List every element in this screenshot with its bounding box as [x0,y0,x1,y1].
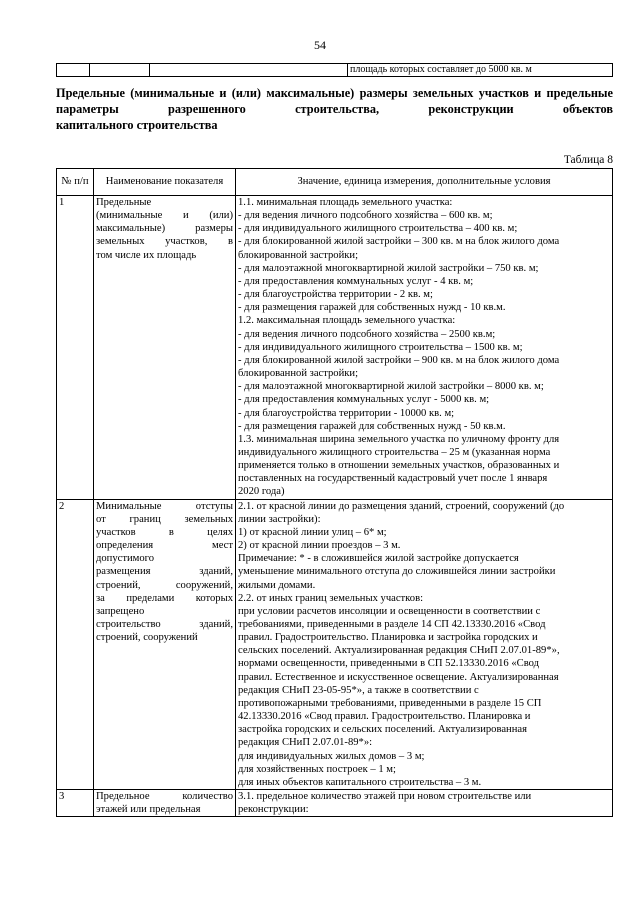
indicator-value-line: индивидуального жилищного строительства – 25 м (указанная норма [238,446,551,458]
header-value: Значение, единица измерения, дополнительные условия [236,169,613,196]
indicator-value-line: - для благоустройства территории - 2 кв. м; [238,289,433,301]
indicator-value-line: для индивидуальных жилых домов – 3 м; [238,750,425,762]
table-cell: площадь которых составляет до 5000 кв. м [348,64,613,77]
indicator-value-line: - для предоставления коммунальных услуг - 4 кв. м; [238,275,474,287]
indicator-value-line: - для ведения личного подсобного хозяйства – 600 кв. м; [238,210,493,222]
parameters-table [56,168,613,817]
indicator-value-line: нормами освещенности, приведенными в СП 52.13330.2016 «Свод [238,658,540,670]
table-header-row [57,169,613,196]
indicator-name-line: Предельные [96,197,152,208]
indicator-value-line: 1.1. минимальная площадь земельного участка: [238,197,453,208]
indicator-value [236,790,613,817]
indicator-value-line: для иных объектов капитального строительства – 3 м. [238,776,482,788]
row-number: 1 [57,196,94,500]
indicator-value-line: поставленных на государственный кадастровый учет после 1 января [238,473,548,485]
indicator-value-line: жилыми домами. [238,579,316,591]
indicator-value-line: - для индивидуального жилищного строительства – 1500 кв. м; [238,341,523,353]
indicator-name-line: строительство зданий, [96,619,233,630]
indicator-value-line: 2) от красной линии проездов – 3 м. [238,540,401,552]
indicator-value-line: для хозяйственных построек – 1 м; [238,763,396,775]
heading-line-2: предельные параметры разрешенного строительства, реконструкции объектов [56,86,613,116]
indicator-name-line: участков в целях [96,526,233,538]
indicator-value-line: 1.3. минимальная ширина земельного участка по уличному фронту для [238,433,560,445]
heading-line-3: капитального строительства [56,118,218,132]
indicator-value-line: линии застройки): [238,513,321,525]
indicator-value [236,499,613,789]
indicator-name-line: (минимальные и (или) [96,210,233,222]
indicator-name-line: этажей или предельная [96,804,201,816]
indicator-name-line: строений, сооружений [96,632,198,644]
indicator-name-line: том числе их площадь [96,249,197,261]
indicator-value-line: реконструкции: [238,804,309,816]
indicator-value-line: 1) от красной линии улиц – 6* м; [238,526,387,538]
table-cell [57,64,90,77]
indicator-value-line: - для блокированной жилой застройки – 300 кв. м на блок жилого дома [238,236,560,248]
section-heading [56,85,613,133]
table-cell [150,64,348,77]
previous-table-continuation [56,63,613,77]
indicator-value-line: 2.1. от красной линии до размещения зданий, строений, сооружений (до [238,500,565,512]
indicator-name-line: земельных участков, в [96,236,233,248]
indicator-value-line: - для блокированной жилой застройки – 900 кв. м на блок жилого дома [238,354,560,366]
table-row [57,790,613,817]
header-num: № п/п [57,169,94,196]
indicator-value-line: при условии расчетов инсоляции и освещенности в соответствии с [238,605,541,617]
page-number: 54 [314,38,326,52]
table-cell [90,64,150,77]
row-number: 2 [57,499,94,789]
indicator-value-line: 2.2. от иных границ земельных участков: [238,592,424,604]
indicator-value-line: блокированной застройки; [238,368,359,380]
indicator-value-line: 42.13330.2016 «Свод правил. Градостроительство. Планировка и [238,711,531,723]
indicator-value-line: - для предоставления коммунальных услуг - 5000 кв. м; [238,394,490,406]
indicator-name-line: Минимальные отступы [96,500,233,512]
indicator-value-line: - для размещения гаражей для собственных нужд - 50 кв.м. [238,420,506,432]
table-label: Таблица 8 [563,154,613,166]
indicator-name [94,499,236,789]
heading-line-1: Предельные (минимальные и (или) максимальные) размеры земельных участков и [56,86,542,100]
indicator-name-line: допустимого [96,553,155,565]
indicator-name-line: размещения зданий, [96,566,233,578]
indicator-value-line: - для ведения личного подсобного хозяйства – 2500 кв.м; [238,328,496,340]
indicator-name [94,196,236,500]
indicator-value-line: противопожарными требованиями, приведенными в разделе 15 СП [238,697,542,709]
indicator-value-line: застройка городских и сельских поселений. Актуализированная [238,724,527,736]
indicator-name-line: от границ земельных [96,513,233,525]
indicator-name [94,790,236,817]
header-name: Наименование показателя [94,169,236,196]
indicator-value-line: - для благоустройства территории - 10000 кв. м; [238,407,455,419]
indicator-value-line: - для малоэтажной многоквартирной жилой застройки – 750 кв. м; [238,262,539,274]
indicator-value-line: 2020 года) [238,486,285,498]
indicator-value-line: 1.2. максимальная площадь земельного участка: [238,315,456,327]
indicator-value-line: блокированной застройки; [238,249,359,261]
indicator-value-line: - для малоэтажной многоквартирной жилой застройки – 8000 кв. м; [238,381,544,393]
indicator-value-line: сельских поселений. Актуализированная редакция СНиП 2.07.01-89*», [238,645,560,657]
table-row [57,64,613,77]
indicator-value-line: уменьшение минимального отступа до сложившейся линии застройки [238,566,556,578]
indicator-value-line: правил. Естественное и искусственное освещение. Актуализированная [238,671,559,683]
indicator-value [236,196,613,500]
indicator-value-line: редакция СНиП 23-05-95*», а также в соответствии с [238,684,479,696]
indicator-name-line: запрещено [96,605,145,617]
indicator-name-line: за пределами которых [96,592,233,604]
indicator-value-line: требованиями, приведенными в разделе 14 СП 42.13330.2016 «Свод [238,619,546,630]
indicator-name-line: строений, сооружений, [96,579,233,591]
table-row [57,499,613,789]
indicator-name-line: Предельное количество [96,791,233,803]
indicator-value-line: применяется только в отношении земельных участков, образованных и [238,460,560,472]
indicator-value-line: Примечание: * - в сложившейся жилой застройке допускается [238,553,519,565]
indicator-value-line: 3.1. предельное количество этажей при новом строительстве или [238,791,532,803]
indicator-name-line: определения мест [96,540,233,552]
row-number: 3 [57,790,94,817]
table-row [57,196,613,500]
indicator-name-line: максимальные) размеры [96,223,233,235]
indicator-value-line: - для размещения гаражей для собственных нужд - 10 кв.м. [238,302,506,314]
indicator-value-line: правил. Градостроительство. Планировка и застройка городских и [238,632,538,644]
indicator-value-line: редакция СНиП 2.07.01-89*»: [238,737,373,749]
indicator-value-line: - для индивидуального жилищного строительства – 400 кв. м; [238,223,518,235]
